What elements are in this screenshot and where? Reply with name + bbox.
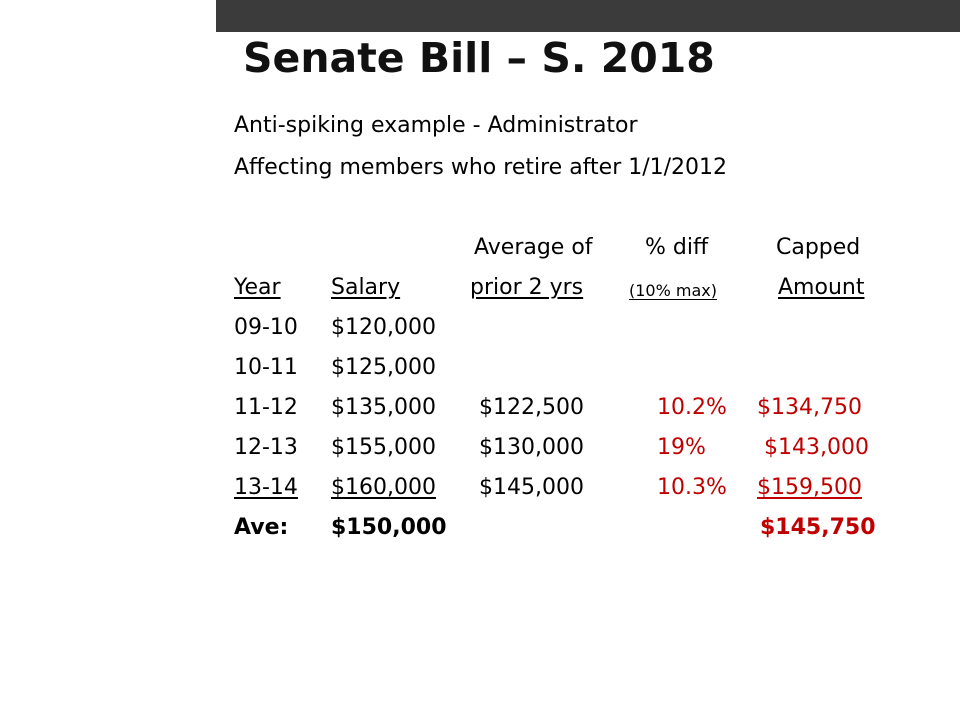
top-bar bbox=[216, 0, 960, 32]
row-salary: $155,000 bbox=[331, 435, 436, 460]
row-year: 10-11 bbox=[234, 355, 298, 380]
average-label: Ave: bbox=[234, 515, 289, 540]
header-salary: Salary bbox=[331, 275, 401, 300]
row-percent-diff: 10.3% bbox=[657, 475, 727, 500]
row-percent-diff: 19% bbox=[657, 435, 706, 460]
row-capped-amount: $134,750 bbox=[757, 395, 862, 420]
row-capped-amount: $143,000 bbox=[764, 435, 869, 460]
row-average: $145,000 bbox=[479, 475, 584, 500]
header-year: Year bbox=[234, 275, 281, 300]
row-capped-amount: $159,500 bbox=[757, 475, 862, 500]
average-capped-amount: $145,750 bbox=[760, 515, 876, 540]
header-diff-line1: % diff bbox=[645, 235, 709, 260]
header-average-line1: Average of bbox=[474, 235, 593, 260]
row-year: 13-14 bbox=[234, 475, 298, 500]
average-salary: $150,000 bbox=[331, 515, 447, 540]
subtitle-example: Anti-spiking example - Administrator bbox=[234, 113, 638, 138]
header-capped-line2: Amount bbox=[778, 275, 865, 300]
row-salary: $135,000 bbox=[331, 395, 436, 420]
row-average: $122,500 bbox=[479, 395, 584, 420]
row-salary: $120,000 bbox=[331, 315, 436, 340]
row-salary: $160,000 bbox=[331, 475, 436, 500]
row-year: 12-13 bbox=[234, 435, 298, 460]
subtitle-affecting: Affecting members who retire after 1/1/2012 bbox=[234, 155, 728, 180]
slide-title: Senate Bill – S. 2018 bbox=[243, 34, 715, 82]
row-salary: $125,000 bbox=[331, 355, 436, 380]
header-capped-line1: Capped bbox=[776, 235, 861, 260]
row-year: 09-10 bbox=[234, 315, 298, 340]
row-average: $130,000 bbox=[479, 435, 584, 460]
header-diff-line2: (10% max) bbox=[629, 281, 717, 300]
header-average-line2: prior 2 yrs bbox=[470, 275, 584, 300]
row-percent-diff: 10.2% bbox=[657, 395, 727, 420]
row-year: 11-12 bbox=[234, 395, 298, 420]
